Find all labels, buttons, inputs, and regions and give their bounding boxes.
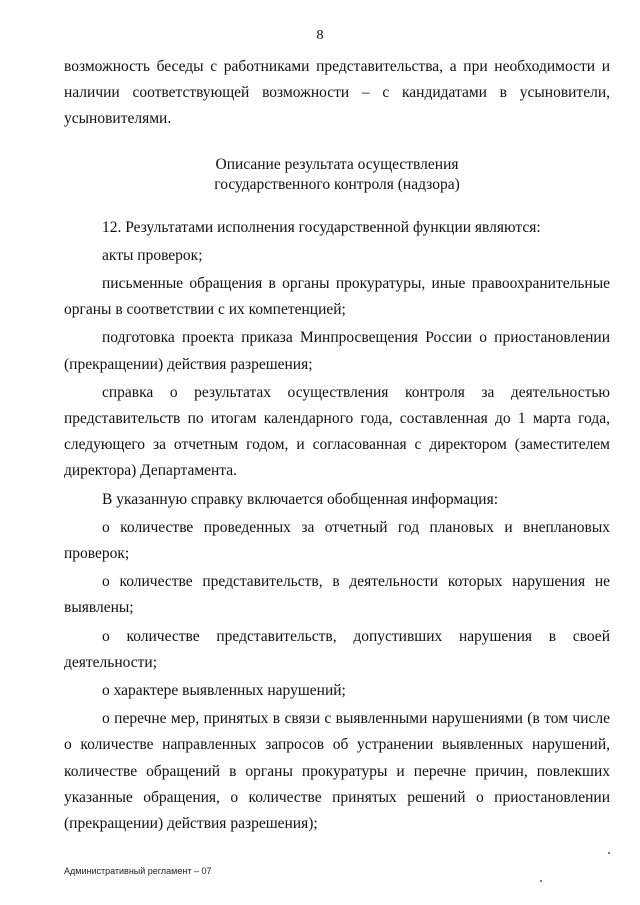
paragraph-violations-count: о количестве представительств, допустивших нарушения в своей деятельности; xyxy=(64,627,610,671)
paragraph-draft-order: подготовка проекта приказа Минпросвещения России о приостановлении (прекращении) действия разрешения; xyxy=(64,329,610,373)
scan-speck xyxy=(608,852,610,854)
footer-note: Административный регламент – 07 xyxy=(64,866,212,876)
scan-speck xyxy=(540,880,542,882)
paragraph-violation-nature: о характере выявленных нарушений; xyxy=(102,682,346,700)
heading-line-1: Описание результата осуществления xyxy=(215,155,459,173)
paragraph-report-contents: В указанную справку включается обобщенная информация: xyxy=(102,490,499,508)
paragraph-measures-list: о перечне мер, принятых в связи с выявленными нарушениями (в том числе о количестве направленных запросов об устранении выявленных нарушений, количестве обращений в органы прокуратуры и перечне причин, повлекших указанные обращения, о количестве принятых решений о приостановлении (прекращении) действия разрешения); xyxy=(64,710,610,833)
paragraph-no-violations: о количестве представительств, в деятельности которых нарушения не выявлены; xyxy=(64,573,610,617)
heading-line-2: государственного контроля (надзора) xyxy=(214,175,460,193)
paragraph-inspection-acts: акты проверок; xyxy=(102,246,203,264)
paragraph-prosecutor-appeals: письменные обращения в органы прокуратуры, иные правоохранительные органы в соответствии с их компетенцией; xyxy=(64,275,610,319)
page-number: 8 xyxy=(316,28,324,43)
paragraph-results-intro: 12. Результатами исполнения государственной функции являются: xyxy=(102,218,541,236)
document-body xyxy=(64,54,610,837)
continuation-paragraph: возможность беседы с работниками представительства, а при необходимости и наличии соответствующей возможности – с кандидатами в усыновители, усыновителями. xyxy=(64,58,610,128)
section-heading xyxy=(64,155,610,195)
paragraph-annual-report: справка о результатах осуществления контроля за деятельностью представительств по итогам календарного года, составленная до 1 марта года, следующего за отчетным годом, и согласованная с директором (заместителем директора) Департамента. xyxy=(64,383,610,480)
paragraph-inspections-count: о количестве проведенных за отчетный год плановых и внеплановых проверок; xyxy=(64,518,610,563)
